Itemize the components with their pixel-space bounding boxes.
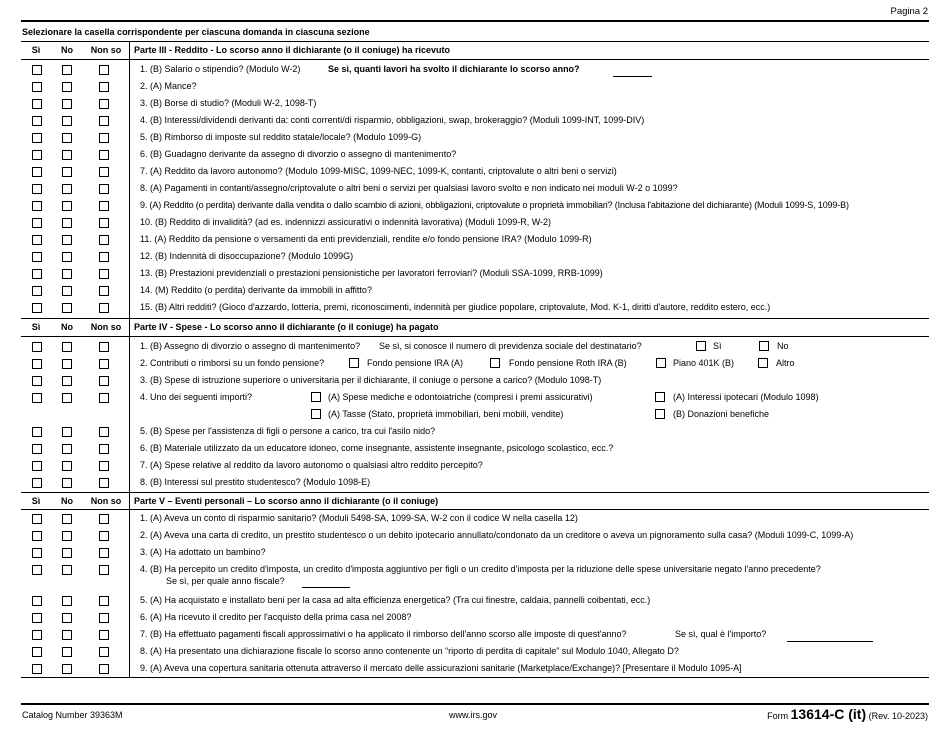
followup-text: Se sì, qual è l'importo? xyxy=(675,629,767,639)
checkbox-no[interactable] xyxy=(62,167,72,177)
part3-row-8 xyxy=(21,180,929,197)
checkbox-no[interactable] xyxy=(62,65,72,75)
checkbox-si[interactable] xyxy=(32,342,42,352)
option-label-medical: (A) Spese mediche e odontoiatriche (compresi i premi assicurativi) xyxy=(328,392,593,402)
part5-row-3 xyxy=(21,544,929,561)
question-text: 5. (A) Ha acquistato e installato beni per la casa ad alta efficienza energetica? (Tra cui finestre, caldaia, pannelli coibentati, ecc.) xyxy=(140,595,651,605)
part3-row-13 xyxy=(21,265,929,282)
checkbox-no[interactable] xyxy=(62,664,72,674)
part5-row-4 xyxy=(21,561,929,592)
option-checkbox-ira[interactable] xyxy=(349,358,359,368)
checkbox-si[interactable] xyxy=(32,359,42,369)
checkbox-non-so[interactable] xyxy=(99,150,109,160)
part4-row-3 xyxy=(21,372,929,389)
checkbox-non-so[interactable] xyxy=(99,342,109,352)
checkbox-si[interactable] xyxy=(32,376,42,386)
checkbox-si[interactable] xyxy=(32,167,42,177)
divider xyxy=(21,336,929,337)
part4-row-6 xyxy=(21,440,929,457)
page-number: Pagina 2 xyxy=(890,6,928,17)
checkbox-si[interactable] xyxy=(32,201,42,211)
checkbox-non-so[interactable] xyxy=(99,286,109,296)
col-header-no: No xyxy=(61,45,73,55)
question-text: 5. (B) Rimborso di imposte sul reddito statale/locale? (Modulo 1099-G) xyxy=(140,132,422,142)
question-text: 4. (B) Ha percepito un credito d'imposta, un credito d'imposta aggiuntivo per figli o un credito d'imposta per la riduzione delle spese universitarie negato l'anno precedente? xyxy=(140,564,821,574)
part4-row-8 xyxy=(21,474,929,491)
question-text: 12. (B) Indennità di disoccupazione? (Modulo 1099G) xyxy=(140,251,354,261)
part5-row-2 xyxy=(21,527,929,544)
checkbox-no[interactable] xyxy=(62,184,72,194)
option-checkbox-401k[interactable] xyxy=(656,358,666,368)
option-label-altro: Altro xyxy=(776,358,795,368)
checkbox-non-so[interactable] xyxy=(99,376,109,386)
option-label-donations: (B) Donazioni benefiche xyxy=(673,409,770,419)
col-header-no: No xyxy=(61,322,73,332)
question-text: 1. (A) Aveva un conto di risparmio sanitario? (Moduli 5498-SA, 1099-SA, W-2 con il codice W nella casella 12) xyxy=(140,513,578,523)
question-text: 1. (B) Assegno di divorzio o assegno di mantenimento? xyxy=(140,341,361,351)
checkbox-si[interactable] xyxy=(32,184,42,194)
checkbox-non-so[interactable] xyxy=(99,252,109,262)
part3-row-1 xyxy=(21,61,929,78)
checkbox-si[interactable] xyxy=(32,99,42,109)
checkbox-no[interactable] xyxy=(62,252,72,262)
checkbox-no[interactable] xyxy=(62,478,72,488)
option-label-si: Sì xyxy=(713,341,722,351)
checkbox-non-so[interactable] xyxy=(99,184,109,194)
tax-year-field[interactable] xyxy=(302,587,350,588)
part3-row-14 xyxy=(21,282,929,299)
question-text: 8. (A) Ha presentato una dichiarazione fiscale lo scorso anno contenente un “riporto di perdita di capitale” sul Modulo 1040, Allegato D? xyxy=(140,646,679,656)
checkbox-no[interactable] xyxy=(62,201,72,211)
part3-header xyxy=(21,42,929,59)
question-text: 6. (B) Materiale utilizzato da un educatore idoneo, come insegnante, assistente insegnante, psicologo scolastico, ecc.? xyxy=(140,443,614,453)
checkbox-no[interactable] xyxy=(62,630,72,640)
part4-row-5 xyxy=(21,423,929,440)
question-text: 11. (A) Reddito da pensione o versamenti da enti previdenziali, rendite e/o fondo pensione IRA? (Modulo 1099-R) xyxy=(140,234,592,244)
checkbox-non-so[interactable] xyxy=(99,269,109,279)
checkbox-non-so[interactable] xyxy=(99,461,109,471)
option-checkbox-altro[interactable] xyxy=(758,358,768,368)
checkbox-no[interactable] xyxy=(62,461,72,471)
question-text: 7. (A) Reddito da lavoro autonomo? (Modulo 1099-MISC, 1099-NEC, 1099-K, contanti, criptovalute o altri beni o servizi) xyxy=(140,166,617,176)
checkbox-non-so[interactable] xyxy=(99,647,109,657)
checkbox-si[interactable] xyxy=(32,65,42,75)
col-header-si: Sì xyxy=(31,322,41,332)
checkbox-si[interactable] xyxy=(32,218,42,228)
checkbox-non-so[interactable] xyxy=(99,65,109,75)
checkbox-non-so[interactable] xyxy=(99,664,109,674)
part5-row-5 xyxy=(21,592,929,609)
col-header-si: Sì xyxy=(31,496,41,506)
option-checkbox-mortgage[interactable] xyxy=(655,392,665,402)
option-checkbox-donations[interactable] xyxy=(655,409,665,419)
question-text: 15. (B) Altri redditi? (Gioco d'azzardo, lotteria, premi, riconoscimenti, indennità per giudice popolare, criptovalute, Mod. K-1, diritti d'autore, reddito estero, ecc.) xyxy=(140,302,771,312)
checkbox-si[interactable] xyxy=(32,286,42,296)
divider xyxy=(21,677,929,678)
checkbox-no[interactable] xyxy=(62,342,72,352)
question-text: 8. (B) Interessi sul prestito studentesco? (Modulo 1098-E) xyxy=(140,477,371,487)
checkbox-no[interactable] xyxy=(62,99,72,109)
part3-row-11 xyxy=(21,231,929,248)
checkbox-no[interactable] xyxy=(62,218,72,228)
checkbox-si[interactable] xyxy=(32,664,42,674)
checkbox-non-so[interactable] xyxy=(99,303,109,313)
part3-row-5 xyxy=(21,129,929,146)
part3-row-10 xyxy=(21,214,929,231)
question-text: 13. (B) Prestazioni previdenziali o prestazioni pensionistiche per lavoratori ferroviari? (Moduli SSA-1099, RRB-1099) xyxy=(140,268,603,278)
checkbox-si[interactable] xyxy=(32,269,42,279)
checkbox-no[interactable] xyxy=(62,116,72,126)
option-label-ira: Fondo pensione IRA (A) xyxy=(367,358,464,368)
checkbox-no[interactable] xyxy=(62,548,72,558)
part4-header xyxy=(21,319,929,336)
checkbox-no[interactable] xyxy=(62,286,72,296)
checkbox-no[interactable] xyxy=(62,150,72,160)
checkbox-no[interactable] xyxy=(62,303,72,313)
checkbox-non-so[interactable] xyxy=(99,235,109,245)
part4-row-1 xyxy=(21,338,929,355)
part5-header xyxy=(21,493,929,510)
question-text: 3. (A) Ha adottato un bambino? xyxy=(140,547,266,557)
part5-row-1 xyxy=(21,510,929,527)
option-checkbox-taxes[interactable] xyxy=(311,409,321,419)
checkbox-non-so[interactable] xyxy=(99,99,109,109)
checkbox-no[interactable] xyxy=(62,514,72,524)
checkbox-si[interactable] xyxy=(32,427,42,437)
part5-title: Parte V – Eventi personali – Lo scorso anno il dichiarante (o il coniuge) xyxy=(134,496,439,506)
option-checkbox-si[interactable] xyxy=(696,341,706,351)
part3-row-7 xyxy=(21,163,929,180)
part3-row-3 xyxy=(21,95,929,112)
checkbox-si[interactable] xyxy=(32,531,42,541)
question-text: 3. (B) Spese di istruzione superiore o universitaria per il dichiarante, il coniuge o persone a carico? (Modulo 1098-T) xyxy=(140,375,602,385)
option-checkbox-no[interactable] xyxy=(759,341,769,351)
question-text: 4. (B) Interessi/dividendi derivanti da: conti correnti/di risparmio, obbligazioni, swap, brokeraggio? (Moduli 1099-INT, 1099-DIV) xyxy=(140,115,645,125)
checkbox-si[interactable] xyxy=(32,548,42,558)
checkbox-no[interactable] xyxy=(62,133,72,143)
checkbox-non-so[interactable] xyxy=(99,444,109,454)
followup-text: Se sì, si conosce il numero di previdenza sociale del destinatario? xyxy=(379,341,642,351)
checkbox-no[interactable] xyxy=(62,647,72,657)
part3-row-15 xyxy=(21,299,929,316)
checkbox-no[interactable] xyxy=(62,82,72,92)
question-text: 2. (A) Mance? xyxy=(140,81,197,91)
option-label-roth-ira: Fondo pensione Roth IRA (B) xyxy=(509,358,627,368)
checkbox-non-so[interactable] xyxy=(99,133,109,143)
checkbox-no[interactable] xyxy=(62,565,72,575)
checkbox-non-so[interactable] xyxy=(99,613,109,623)
checkbox-non-so[interactable] xyxy=(99,201,109,211)
col-header-no: No xyxy=(61,496,73,506)
part5-row-7 xyxy=(21,626,929,643)
checkbox-si[interactable] xyxy=(32,393,42,403)
checkbox-non-so[interactable] xyxy=(99,531,109,541)
form-prefix: Form xyxy=(767,711,789,721)
checkbox-si[interactable] xyxy=(32,303,42,313)
checkbox-si[interactable] xyxy=(32,235,42,245)
checkbox-si[interactable] xyxy=(32,116,42,126)
col-header-non-so: Non so xyxy=(90,496,122,506)
question-text: 4. Uno dei seguenti importi? xyxy=(140,392,253,402)
question-text: 1. (B) Salario o stipendio? (Modulo W-2) xyxy=(140,64,301,74)
question-text: 5. (B) Spese per l'assistenza di figli o persone a carico, tra cui l'asilo nido? xyxy=(140,426,436,436)
question-text: 7. (B) Ha effettuato pagamenti fiscali approssimativi o ha applicato il rimborso dell'anno scorso alle imposte di quest'anno? xyxy=(140,629,627,639)
checkbox-no[interactable] xyxy=(62,376,72,386)
question-text: 8. (A) Pagamenti in contanti/assegno/criptovalute o altri beni o servizi per qualsiasi lavoro svolto e non indicato nei moduli W-2 o 1099? xyxy=(140,183,678,193)
part5-row-6 xyxy=(21,609,929,626)
checkbox-si[interactable] xyxy=(32,133,42,143)
checkbox-si[interactable] xyxy=(32,630,42,640)
question-text: 10. (B) Reddito di invalidità? (ad es. indennizzi assicurativi o indennità lavorativa) (Moduli 1099-R, W-2) xyxy=(140,217,552,227)
form-number: 13614-C (it) xyxy=(790,706,867,722)
jobs-count-field[interactable] xyxy=(613,76,652,77)
checkbox-si[interactable] xyxy=(32,478,42,488)
checkbox-no[interactable] xyxy=(62,427,72,437)
question-text: 6. (A) Ha ricevuto il credito per l'acquisto della prima casa nel 2008? xyxy=(140,612,412,622)
checkbox-non-so[interactable] xyxy=(99,116,109,126)
website-link[interactable]: www.irs.gov xyxy=(449,710,498,720)
instruction-text: Selezionare la casella corrispondente per ciascuna domanda in ciascuna sezione xyxy=(22,27,370,37)
question-text: 9. (A) Aveva una copertura sanitaria ottenuta attraverso il mercato delle assicurazioni sanitarie (Marketplace/Exchange)? [Presentare il Modulo 1095-A] xyxy=(140,663,742,673)
question-text: 6. (B) Guadagno derivante da assegno di divorzio o assegno di mantenimento? xyxy=(140,149,457,159)
part5-row-8 xyxy=(21,643,929,660)
checkbox-si[interactable] xyxy=(32,613,42,623)
checkbox-non-so[interactable] xyxy=(99,630,109,640)
checkbox-no[interactable] xyxy=(62,596,72,606)
checkbox-si[interactable] xyxy=(32,514,42,524)
col-header-si: Sì xyxy=(31,45,41,55)
checkbox-non-so[interactable] xyxy=(99,218,109,228)
checkbox-no[interactable] xyxy=(62,444,72,454)
footer-rule xyxy=(21,703,929,705)
form-revision: (Rev. 10-2023) xyxy=(868,711,928,721)
checkbox-non-so[interactable] xyxy=(99,167,109,177)
checkbox-no[interactable] xyxy=(62,531,72,541)
option-label-401k: Piano 401K (B) xyxy=(673,358,735,368)
checkbox-si[interactable] xyxy=(32,252,42,262)
part3-row-12 xyxy=(21,248,929,265)
checkbox-si[interactable] xyxy=(32,647,42,657)
part4-row-2 xyxy=(21,355,929,372)
checkbox-no[interactable] xyxy=(62,359,72,369)
checkbox-non-so[interactable] xyxy=(99,82,109,92)
checkbox-si[interactable] xyxy=(32,461,42,471)
checkbox-non-so[interactable] xyxy=(99,393,109,403)
question-text: 9. (A) Reddito (o perdita) derivante dalla vendita o dallo scambio di azioni, obbligazioni, criptovalute o proprietà immobiliari? (Inclusa l'abitazione del dichiarante) (Moduli 1099-S, 1099-B) xyxy=(140,200,849,210)
option-checkbox-roth-ira[interactable] xyxy=(490,358,500,368)
divider xyxy=(21,59,929,60)
amount-field[interactable] xyxy=(787,641,873,642)
followup-text: Se sì, per quale anno fiscale? xyxy=(166,576,285,586)
col-header-non-so: Non so xyxy=(90,322,122,332)
checkbox-non-so[interactable] xyxy=(99,514,109,524)
checkbox-non-so[interactable] xyxy=(99,548,109,558)
checkbox-non-so[interactable] xyxy=(99,565,109,575)
checkbox-no[interactable] xyxy=(62,393,72,403)
option-label-no: No xyxy=(777,341,789,351)
checkbox-non-so[interactable] xyxy=(99,596,109,606)
part3-title: Parte III - Reddito - Lo scorso anno il dichiarante (o il coniuge) ha ricevuto xyxy=(134,45,451,55)
checkbox-si[interactable] xyxy=(32,150,42,160)
question-text: 2. Contributi o rimborsi su un fondo pensione? xyxy=(140,358,325,368)
question-text: 7. (A) Spese relative al reddito da lavoro autonomo o qualsiasi altro reddito percepito? xyxy=(140,460,483,470)
checkbox-no[interactable] xyxy=(62,269,72,279)
question-text: 2. (A) Aveva una carta di credito, un prestito studentesco o un debito ipotecario annullato/condonato da un creditore o aveva un pignoramento sulla casa? (Moduli 1099-C, 1099-A) xyxy=(140,530,854,540)
part3-row-9 xyxy=(21,197,929,214)
part4-row-7 xyxy=(21,457,929,474)
part5-row-9 xyxy=(21,660,929,677)
part4-title: Parte IV - Spese - Lo scorso anno il dichiarante (o il coniuge) ha pagato xyxy=(134,322,439,332)
question-text: 14. (M) Reddito (o perdita) derivante da immobili in affitto? xyxy=(140,285,372,295)
form-id xyxy=(767,706,928,722)
checkbox-non-so[interactable] xyxy=(99,427,109,437)
checkbox-si[interactable] xyxy=(32,596,42,606)
top-rule xyxy=(21,20,929,22)
catalog-number: Catalog Number 39363M xyxy=(22,710,123,720)
option-label-mortgage: (A) Interessi ipotecari (Modulo 1098) xyxy=(673,392,819,402)
checkbox-si[interactable] xyxy=(32,565,42,575)
question-text: 3. (B) Borse di studio? (Moduli W-2, 1098-T) xyxy=(140,98,317,108)
col-header-non-so: Non so xyxy=(90,45,122,55)
option-label-taxes: (A) Tasse (Stato, proprietà immobiliari, beni mobili, vendite) xyxy=(328,409,564,419)
option-checkbox-medical[interactable] xyxy=(311,392,321,402)
part4-row-4 xyxy=(21,389,929,423)
followup-text: Se sì, quanti lavori ha svolto il dichiarante lo scorso anno? xyxy=(328,64,580,74)
part3-row-2 xyxy=(21,78,929,95)
checkbox-non-so[interactable] xyxy=(99,359,109,369)
checkbox-non-so[interactable] xyxy=(99,478,109,488)
part3-row-4 xyxy=(21,112,929,129)
checkbox-si[interactable] xyxy=(32,82,42,92)
part3-row-6 xyxy=(21,146,929,163)
checkbox-no[interactable] xyxy=(62,235,72,245)
checkbox-no[interactable] xyxy=(62,613,72,623)
checkbox-si[interactable] xyxy=(32,444,42,454)
